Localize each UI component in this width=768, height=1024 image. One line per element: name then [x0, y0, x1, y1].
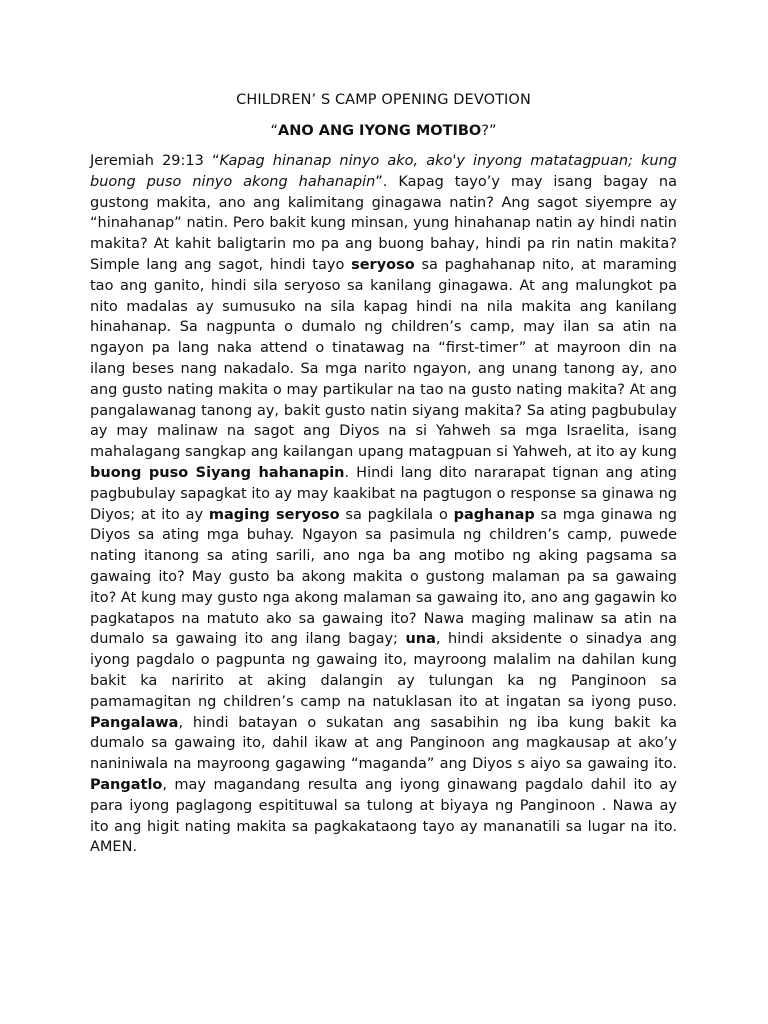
document-page [90, 90, 677, 858]
subtitle-text: ANO ANG IYONG MOTIBO [278, 123, 482, 139]
body-emphasis-bold: buong puso Siyang hahanapin [90, 464, 345, 481]
body-text-run: , hindi batayan o sukatan ang sasabihin ng iba kung bakit ka dumalo sa gawaing ito, dahil ikaw at ang Panginoon ang magkausap at ako’y naniniwala na mayroong gagawing “maganda” ang Diyos s aiyo sa gawaing ito. [90, 714, 677, 773]
body-emphasis-bold: Pangalawa [90, 714, 179, 731]
document-subtitle [90, 121, 677, 141]
body-text-run: sa paghahanap nito, at maraming tao ang ganito, hindi sila seryoso sa kanilang ginagawa. At ang malungkot pa nito madalas ay sumusuko na sila kapag hindi na nila makita ang kanilang hinahanap. Sa nagpunta o dumalo ng children’s camp, may ilan sa atin na ngayon pa lang naka attend o tinatawag na “first-timer” at mayroon din na ilang beses nang nakadalo. Sa mga narito ngayon, ang unang tanong ay, ano ang gusto nating makita o may partikular na tao na gusto nating makita? At ang pangalawanag tanong ay, bakit gusto natin siyang makita? Sa ating pagbubulay ay may malinaw na sagot ang Diyos na si Yahweh sa mga Israelita, isang mahalagang sangkap ang kailangan upang matagpuan si Yahweh, at ito ay kung [90, 256, 677, 461]
body-text-run: sa mga ginawa ng Diyos sa ating mga buhay. Ngayon sa pasimula ng children’s camp, puwede nating itanong sa ating sarili, ano nga ba ang motibo ng aking pagsama sa gawaing ito? May gusto ba akong makita o gustong malaman pa sa gawaing ito? At kung may gusto nga akong malaman sa gawaing ito, ano ang gagawin ko pagkatapos na matuto ako sa gawaing ito? Nawa maging malinaw sa atin na dumalo sa gawaing ito ang ilang bagay; [90, 506, 677, 648]
body-emphasis-bold: Pangatlo [90, 776, 163, 793]
body-emphasis-bold: seryoso [351, 256, 415, 273]
body-emphasis-bold: maging seryoso [208, 506, 340, 523]
subtitle-close: ?” [481, 123, 497, 139]
body-text-run: . Hindi lang dito nararapat tignan ang ating pagbubulay sapagkat ito ay may kaakibat na pagtugon o response sa ginawa ng Diyos; at ito ay [90, 464, 678, 523]
subtitle-open-quote: “ [270, 123, 279, 139]
body-text-run: sa pagkilala o [339, 506, 454, 523]
devotion-body-paragraph [90, 151, 677, 858]
body-text-run: Jeremiah 29:13 “ [90, 153, 220, 169]
document-title: CHILDREN’ S CAMP OPENING DEVOTION [236, 92, 531, 108]
body-scripture-quote: Kapag hinanap ninyo ako, ako'y inyong matatagpuan; kung buong puso ninyo akong hahanapin [90, 153, 677, 190]
body-text-run: ”. Kapag tayo’y may isang bagay na gustong makita, ano ang kalimitang ginagawa natin? Ang sagot siyempre ay “hinahanap” natin. Pero bakit kung minsan, yung hinahanap natin ay hindi natin makita? At kahit baligtarin mo pa ang buong bahay, hindi pa rin natin makita? Simple lang ang sagot, hindi tayo [90, 173, 677, 273]
body-text-run: , hindi aksidente o sinadya ang iyong pagdalo o pagpunta ng gawaing ito, mayroong malalim na dahilan kung bakit ka naririto at aking dalangin ay tulungan ka ng Panginoon sa pamamagitan ng children’s camp na natuklasan ito at ingatan sa iyong puso. [90, 631, 677, 710]
body-emphasis-bold: paghanap [453, 506, 535, 523]
body-emphasis-bold: una [405, 631, 436, 648]
body-text-run: , may magandang resulta ang iyong ginawang pagdalo dahil ito ay para iyong paglagong espitituwal sa tulong at biyaya ng Panginoon . Nawa ay ito ang higit nating makita sa pagkakataong tayo ay mananatili sa lugar na ito. AMEN. [90, 776, 677, 856]
